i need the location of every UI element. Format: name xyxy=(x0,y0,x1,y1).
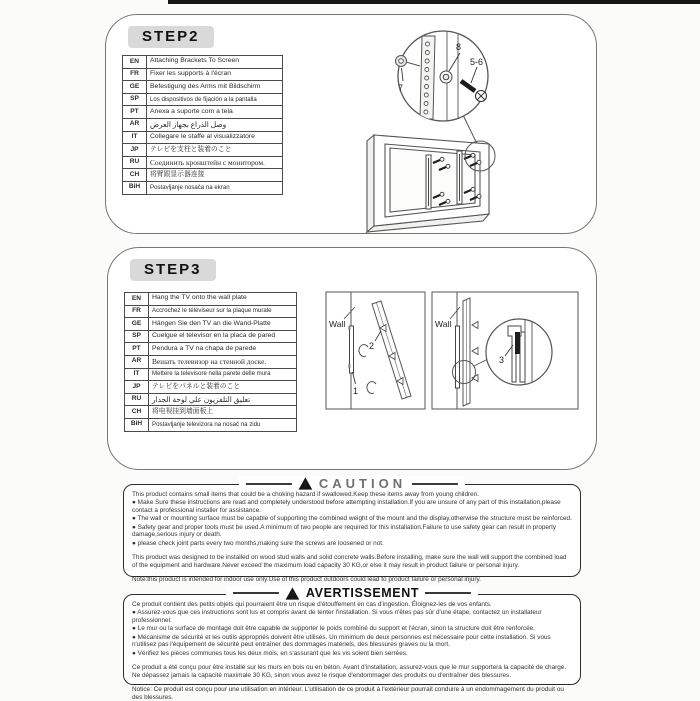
table-row: SP Cuelgue el televisor en la placa de pared xyxy=(125,330,297,343)
table-row: CH 将臂跟显示器连接 xyxy=(123,169,283,182)
part-number-label: 8 xyxy=(456,42,462,52)
avertissement-line: ● Le mur ou la surface de montage doit être capable de supporter le poids combiné du support et l'écran, sinon la structure doit être renforcée. xyxy=(132,625,535,633)
table-row: IT Mettere la televisore nella parete delle mura xyxy=(125,368,297,381)
table-row: FR Accrochez le téléviseur sur la plaque murale xyxy=(125,305,297,318)
caution-line: ● please check joint parts every two months,making sure the screws are loosened or not. xyxy=(132,539,384,547)
part-number-label: 7 xyxy=(398,83,404,93)
table-row: BiH Postavljanje nosača na ekran xyxy=(123,181,283,194)
step3-diagram xyxy=(108,248,596,469)
divider xyxy=(233,592,279,594)
step2-panel xyxy=(105,14,597,234)
table-row: EN Hang the TV onto the wall plate xyxy=(125,293,297,306)
caution-line: This product contains small items that could be a choking hazard if swallowed.Keep these items away from young children. xyxy=(132,491,480,498)
caution-title: CAUTION xyxy=(318,476,407,491)
caution-text xyxy=(124,485,580,584)
step3-title: STEP3 xyxy=(130,259,216,281)
warning-icon xyxy=(298,477,313,490)
avertissement-line: ● Assurez-vous que ces instructions sont lus et compris avant de tenter l'installation. Si vous n'êtes pas sûr d'une étape, contactez un installateur professionnel. xyxy=(132,609,542,624)
hang-step-frame-2 xyxy=(432,292,578,409)
avertissement-line: Ce produit contient des petits objets qui pourraient être un risque d'étouffement en cas d'ingestion. Éloignez-les de vos enfants. xyxy=(132,601,492,608)
page-top-bar xyxy=(168,0,700,4)
callout-number: 3 xyxy=(499,355,505,365)
table-row: CH 将电视挂到墙面板上 xyxy=(125,406,297,419)
caution-line: ● Make Sure these instructions are read and completely understood before attempting installation.If you are unsure of any part of this installation,please contact a professional installer for assistance. xyxy=(132,499,561,514)
svg-text:!: ! xyxy=(303,479,307,490)
avertissement-note: Notice: Ce produit est conçu pour une utilisation en intérieur. L'utilisation de ce produit à l'extérieur pourrait conduire à un endommagement du produit ou des blessures. xyxy=(132,686,564,701)
caution-box xyxy=(123,476,581,584)
table-row: SP Los dispositivos de fijación a la pantalla xyxy=(123,93,283,106)
step2-diagram xyxy=(106,15,596,233)
table-row: RU Соединить кронштейн с монитором. xyxy=(123,156,283,169)
avertissement-header xyxy=(226,586,478,600)
table-row: EN Attaching Brackets To Screen xyxy=(123,56,283,69)
table-row: FR Fixer les supports à l'écran xyxy=(123,68,283,81)
avertissement-title: AVERTISSEMENT xyxy=(305,586,420,600)
table-row: IT Collegare le staffe al visualizzatore xyxy=(123,131,283,144)
table-row: PT Pendura a TV na chapa de parede xyxy=(125,343,297,356)
caution-paragraph: This product was designed to be installed on wood stud walls and solid concrete walls.Before installing, make sure the wall will support the combined load of the equipment and hardware.Never exceed the maximum load capacity 30 KG,or else it may result in product failure or personal injury. xyxy=(132,554,567,569)
step3-panel xyxy=(107,247,597,470)
caution-line: ● Safety gear and proper tools must be used.A minimum of two people are required for this installation.Failure to use safety gear can result in property damage,serious injury or death. xyxy=(132,523,557,539)
hang-step-frame-1 xyxy=(326,292,425,409)
table-row: AR وصل الذراع بجهاز العرض xyxy=(123,118,283,131)
svg-text:!: ! xyxy=(290,589,294,600)
table-row: AR Вешать телевизор на стенной доске. xyxy=(125,355,297,368)
divider xyxy=(246,483,292,485)
caution-line: ● The wall or mounting surface must be capable of supporting the combined weight of the mount and the display,otherwise the structure must be reinforced. xyxy=(132,515,572,523)
table-row: GE Befestigung des Arms mit Bildschirm xyxy=(123,81,283,94)
avertissement-line: ● Vérifiez les pièces communes tous les deux mois, en s'assurant que les vis soient bien serrées. xyxy=(132,649,408,657)
table-row: BiH Postavljanje televizora na nosač na zidu xyxy=(125,418,297,431)
table-row: JP テレビを支柱と装着のこと xyxy=(123,144,283,157)
callout-number: 1 xyxy=(353,386,359,396)
caution-note: Note:this product is intended for indoor use only.Use of this product outdoors could lead to product failure or personal injury. xyxy=(132,576,481,584)
part-number-label: 5-6 xyxy=(470,57,484,67)
avertissement-line: ● Mécanisme de sécurité et les outils appropriés doivent être utilisés. Un minimum de deux personnes est nécessaire pour cette installation. Si vous n'utilisez pas l'équipement de sécurité peut entraîner des dommages matériels, des blessures graves ou la mort. xyxy=(132,633,551,649)
warning-icon xyxy=(285,587,300,600)
avertissement-paragraph: Ce produit a été conçu pour être installé sur les murs en bois ou en béton. Avant d'installation, assurez-vous que le mur supportera la capacité de charge. Ne dépassez jamais la capacité maximale 30 KG, sinon vous avez le risque d'endommager des produits ou d'entraîner des blessures. xyxy=(132,664,567,679)
caution-header xyxy=(239,476,465,491)
divider xyxy=(412,483,458,485)
table-row: JP テレビをパネルと装着のこと xyxy=(125,381,297,394)
table-row: PT Anexa a suporte com a tela xyxy=(123,106,283,119)
wall-label: Wall xyxy=(329,319,346,329)
avertissement-box xyxy=(123,586,581,701)
step2-title: STEP2 xyxy=(128,26,214,48)
table-row: RU تعليق التلفزيون علي لوحة الجدار xyxy=(125,393,297,406)
callout-number: 2 xyxy=(369,341,375,351)
divider xyxy=(425,592,471,594)
wall-label: Wall xyxy=(435,319,452,329)
avertissement-text xyxy=(124,595,580,701)
table-row: GE Hängen Sie den TV an die Wand-Platte xyxy=(125,318,297,331)
